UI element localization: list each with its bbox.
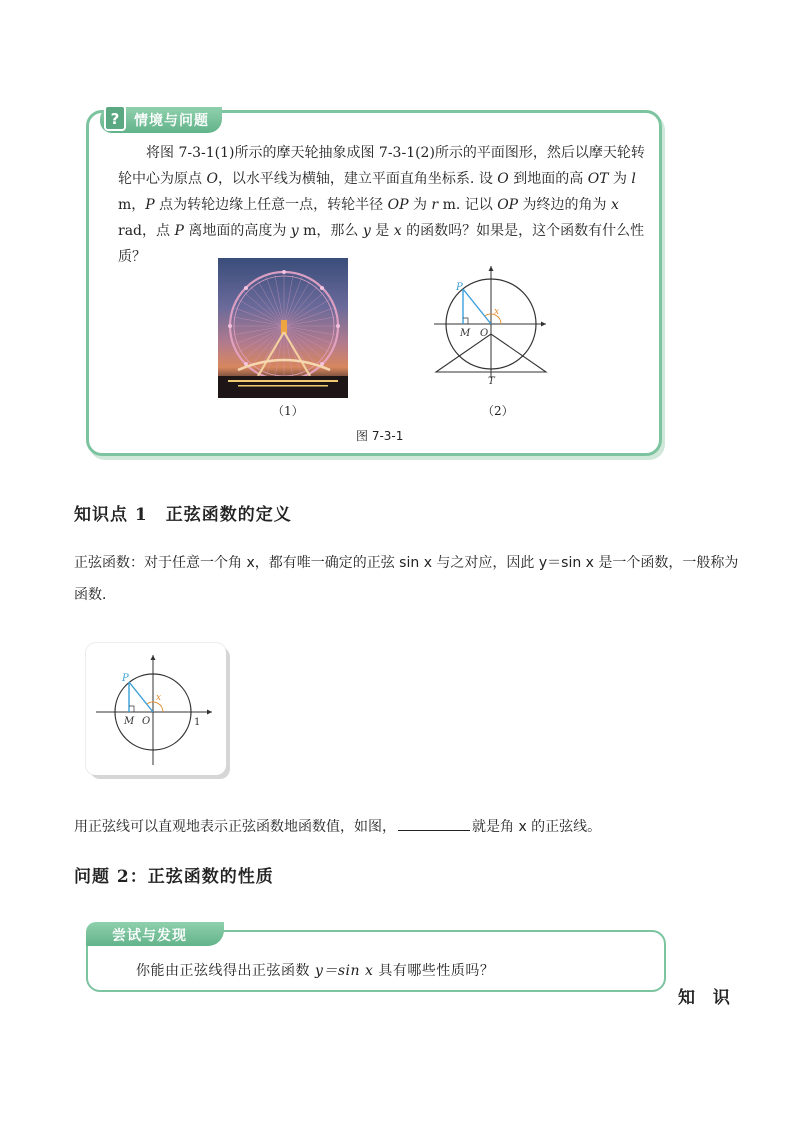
try-discover-text: 你能由正弦线得出正弦函数 y＝sin x 具有哪些性质吗？ — [136, 963, 495, 979]
scenario-text: 将图 7-3-1(1)所示的摩天轮抽象成图 7-3-1(2)所示的平面图形，然后以摩天轮转轮中心为原点 O，以水平线为横轴，建立平面直角坐标系. 设 O 到地面的高 OT 为 l m，P 点为转轮边缘上任意一点，转轮半径 OP 为 r m. 记以 OP 为终边的角为 x rad，点 P 离地面的高度为 y m，那么 y 是 x 的函数吗？如果是，这个函数有什么性质？ — [118, 145, 645, 265]
trailing-heading-fragment: 知 识 — [678, 988, 736, 1008]
ferris-wheel-illustration — [218, 258, 348, 398]
ferris-wheel-diagram — [432, 262, 552, 392]
origin-label: O — [480, 328, 489, 339]
point-p-label: P — [456, 282, 463, 293]
unit-circle-diagram — [86, 643, 226, 775]
sine-line-before: 用正弦线可以直观地表示正弦函数地函数值，如图， — [74, 819, 396, 835]
unit-origin-label: O — [142, 716, 151, 727]
point-t-label: T — [488, 376, 495, 387]
unit-angle-x-label: x — [156, 693, 162, 703]
ferris-wheel-photo — [218, 258, 348, 398]
try-discover-tag-label: 尝试与发现 — [112, 928, 187, 944]
caption-2: （2） — [482, 404, 514, 418]
point-m-label: M — [460, 328, 471, 339]
unit-circle-card — [86, 643, 226, 775]
angle-x-label: x — [494, 307, 500, 317]
unit-point-p-label: P — [122, 673, 129, 684]
definition-line-2: 函数． — [74, 587, 116, 603]
definition-line-1: 正弦函数：对于任意一个角 x，都有唯一确定的正弦 sin x 与之对应，因此 y＝sin x 是一个函数，一般称为 — [74, 555, 739, 571]
sine-line-sentence — [74, 816, 601, 836]
unit-point-m-label: M — [124, 716, 135, 727]
caption-1: （1） — [272, 404, 304, 418]
figure-caption: 图 7-3-1 — [356, 429, 404, 443]
knowledge-heading: 知识点 1 正弦函数的定义 — [74, 505, 292, 525]
unit-one-label: 1 — [194, 717, 201, 728]
question-mark-icon: ? — [104, 105, 126, 131]
scenario-tag-label: 情境与问题 — [134, 113, 209, 129]
sine-line-after: 就是角 x 的正弦线。 — [472, 819, 602, 835]
fill-in-blank[interactable] — [398, 816, 470, 831]
question-2-heading: 问题 2：正弦函数的性质 — [74, 867, 274, 887]
